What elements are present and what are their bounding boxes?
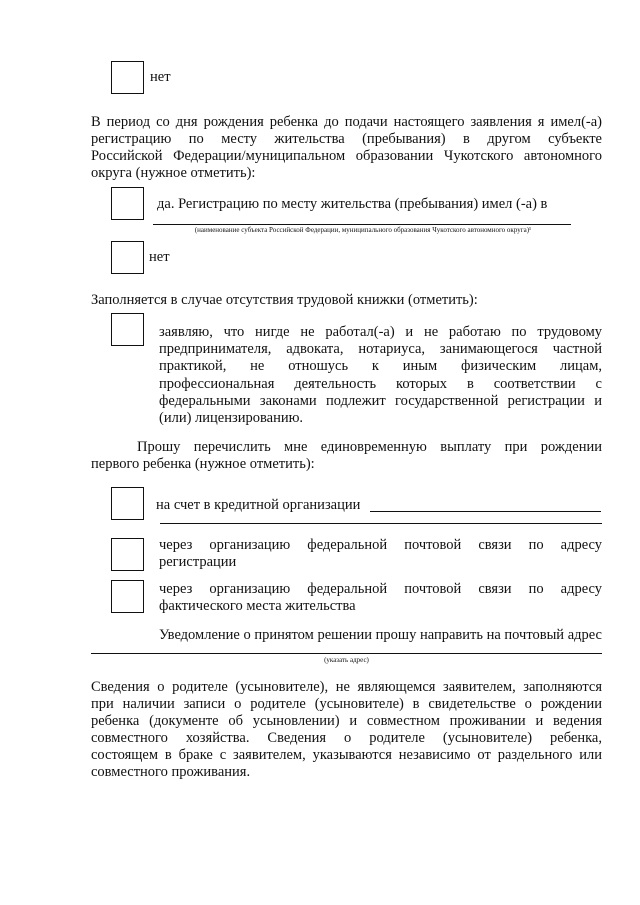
post-registration-line-1: через организацию федеральной почтовой связи по адресу (159, 537, 602, 553)
checkbox-registration-no-label: нет (149, 249, 170, 265)
registration-line-3: Российской Федерации/муниципальном образовании Чукотского автономного (91, 148, 602, 164)
checkbox-registration-yes[interactable] (111, 187, 144, 220)
checkbox-no-work[interactable] (111, 313, 144, 346)
parent-info-line-6: совместного проживания. (91, 764, 251, 780)
payment-line-2: первого ребенка (нужное отметить): (91, 456, 315, 472)
bank-account-input-line[interactable] (370, 511, 601, 512)
checkbox-no-top-label: нет (150, 69, 171, 85)
registration-line-2: регистрацию по месту жительства (пребывания) в другом субъекте (91, 131, 602, 147)
no-work-line-3: практикой, не отношусь к иным физическим лицам, (159, 358, 602, 374)
no-work-line-6: (или) лицензированию. (159, 410, 304, 426)
registration-line-4: округа (нужное отметить): (91, 165, 256, 181)
no-work-line-2: предпринимателя, адвоката, нотариуса, занимающегося частной (159, 341, 602, 357)
checkbox-bank-account[interactable] (111, 487, 144, 520)
post-actual-line-1: через организацию федеральной почтовой связи по адресу (159, 581, 602, 597)
bank-account-input-line-2[interactable] (160, 523, 602, 524)
address-input-line[interactable] (91, 653, 602, 654)
checkbox-registration-no[interactable] (111, 241, 144, 274)
payment-line-1: Прошу перечислить мне единовременную выплату при рождении (137, 439, 602, 455)
work-book-heading: Заполняется в случае отсутствия трудовой книжки (отметить): (91, 292, 478, 308)
notification-text: Уведомление о принятом решении прошу направить на почтовый адрес (159, 627, 602, 643)
no-work-line-1: заявляю, что нигде не работал(-а) и не работаю по трудовому (159, 324, 602, 340)
no-work-line-4: профессиональная деятельность которых в соответствии с (159, 376, 602, 392)
checkbox-registration-yes-label: да. Регистрацию по месту жительства (пребывания) имел (-а) в (157, 196, 548, 212)
bank-account-label: на счет в кредитной организации (156, 497, 361, 513)
no-work-line-5: федеральными законами подлежит государственной регистрации и (159, 393, 602, 409)
post-actual-line-2: фактического места жительства (159, 598, 356, 614)
checkbox-post-registration[interactable] (111, 538, 144, 571)
address-caption: (указать адрес) (324, 656, 369, 664)
region-input-line[interactable] (153, 224, 571, 225)
checkbox-no-top[interactable] (111, 61, 144, 94)
checkbox-post-actual[interactable] (111, 580, 144, 613)
parent-info-line-3: ребенка (документе об усыновлении) и совместном проживании и ведения (91, 713, 602, 729)
parent-info-line-5: состоящем в браке с заявителем, указываются независимо от раздельного или (91, 747, 602, 763)
registration-line-1: В период со дня рождения ребенка до подачи настоящего заявления я имел(-а) (91, 114, 602, 130)
region-caption: (наименование субъекта Российской Федерации, муниципального образования Чукотского автономного округа)¹ (194, 226, 532, 234)
post-registration-line-2: регистрации (159, 554, 237, 570)
parent-info-line-4: совместного хозяйства. Сведения о родителе (усыновителе) ребенка, (91, 730, 602, 746)
parent-info-line-1: Сведения о родителе (усыновителе), не являющемся заявителем, заполняются (91, 679, 602, 695)
parent-info-line-2: при наличии записи о родителе (усыновителе) в свидетельстве о рождении (91, 696, 602, 712)
